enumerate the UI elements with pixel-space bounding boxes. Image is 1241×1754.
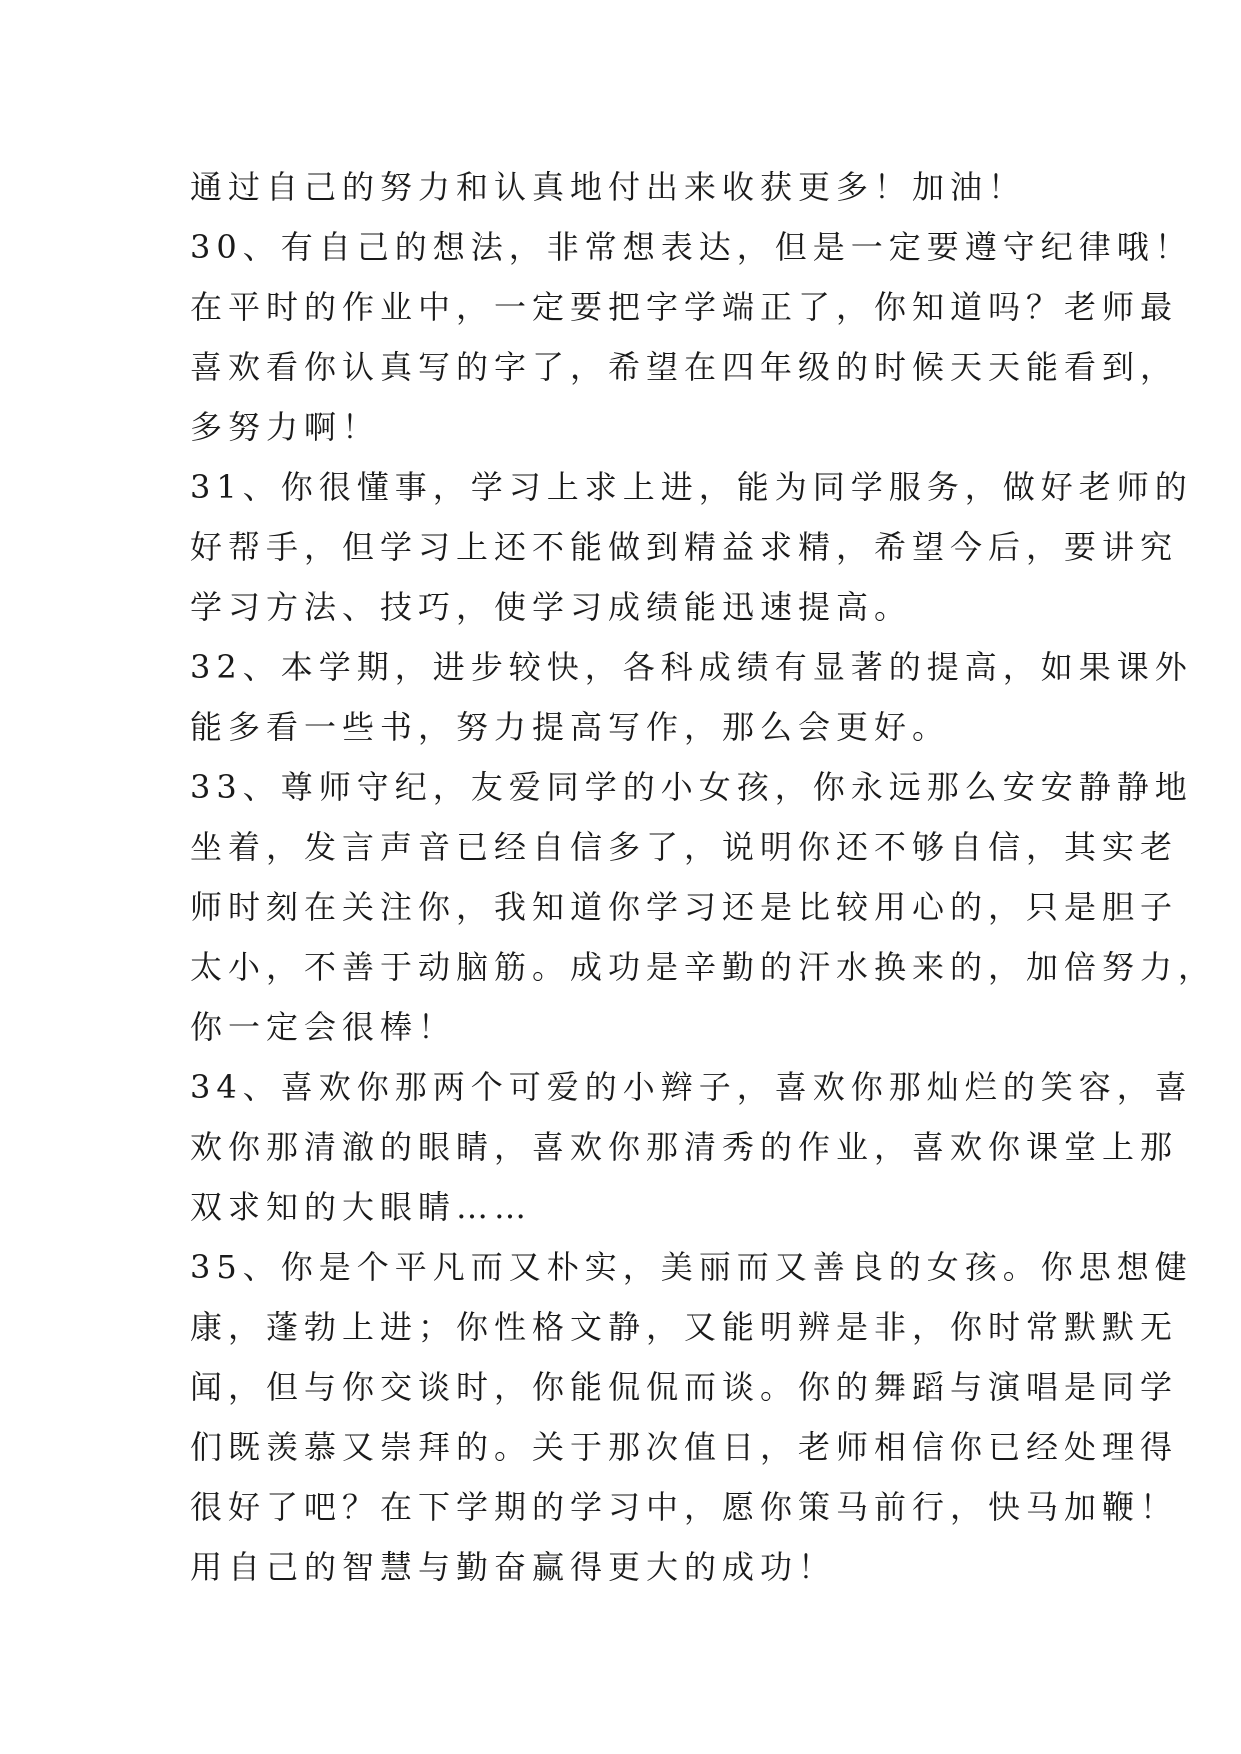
- text-line: 师时刻在关注你，我知道你学习还是比较用心的，只是胆子: [190, 888, 1179, 926]
- text-line: 太小，不善于动脑筋。成功是辛勤的汗水换来的，加倍努力，: [190, 948, 1217, 986]
- text-line: 闻，但与你交谈时，你能侃侃而谈。你的舞蹈与演唱是同学: [190, 1368, 1179, 1406]
- text-line: 坐着，发言声音已经自信多了，说明你还不够自信，其实老: [190, 828, 1179, 866]
- text-line: 在平时的作业中，一定要把字学端正了，你知道吗？老师最: [190, 288, 1179, 326]
- text-line: 欢你那清澈的眼睛，喜欢你那清秀的作业，喜欢你课堂上那: [190, 1128, 1179, 1166]
- text-line: 33、尊师守纪，友爱同学的小女孩，你永远那么安安静静地: [190, 768, 1193, 806]
- text-line: 34、喜欢你那两个可爱的小辫子，喜欢你那灿烂的笑容，喜: [190, 1068, 1193, 1106]
- text-line: 学习方法、技巧，使学习成绩能迅速提高。: [190, 588, 913, 626]
- document-body: [190, 157, 1217, 1597]
- text-line: 很好了吧？在下学期的学习中，愿你策马前行，快马加鞭！: [190, 1488, 1179, 1526]
- text-line: 喜欢看你认真写的字了，希望在四年级的时候天天能看到，: [190, 348, 1179, 386]
- text-line: 康，蓬勃上进；你性格文静，又能明辨是非，你时常默默无: [190, 1308, 1179, 1346]
- text-line: 用自己的智慧与勤奋赢得更大的成功！: [190, 1548, 837, 1586]
- text-line: 双求知的大眼睛……: [190, 1188, 533, 1226]
- text-line: 多努力啊！: [190, 408, 381, 446]
- text-line: 35、你是个平凡而又朴实，美丽而又善良的女孩。你思想健: [190, 1248, 1193, 1286]
- text-line: 你一定会很棒！: [190, 1008, 457, 1046]
- text-line: 们既羡慕又崇拜的。关于那次值日，老师相信你已经处理得: [190, 1428, 1179, 1466]
- text-line: 30、有自己的想法，非常想表达，但是一定要遵守纪律哦！: [190, 228, 1193, 266]
- text-line: 好帮手，但学习上还不能做到精益求精，希望今后，要讲究: [190, 528, 1179, 566]
- text-line: 32、本学期，进步较快，各科成绩有显著的提高，如果课外: [190, 648, 1193, 686]
- text-line: 能多看一些书，努力提高写作，那么会更好。: [190, 708, 951, 746]
- text-line: 通过自己的努力和认真地付出来收获更多！加油！: [190, 168, 1027, 206]
- text-line: 31、你很懂事，学习上求上进，能为同学服务，做好老师的: [190, 468, 1193, 506]
